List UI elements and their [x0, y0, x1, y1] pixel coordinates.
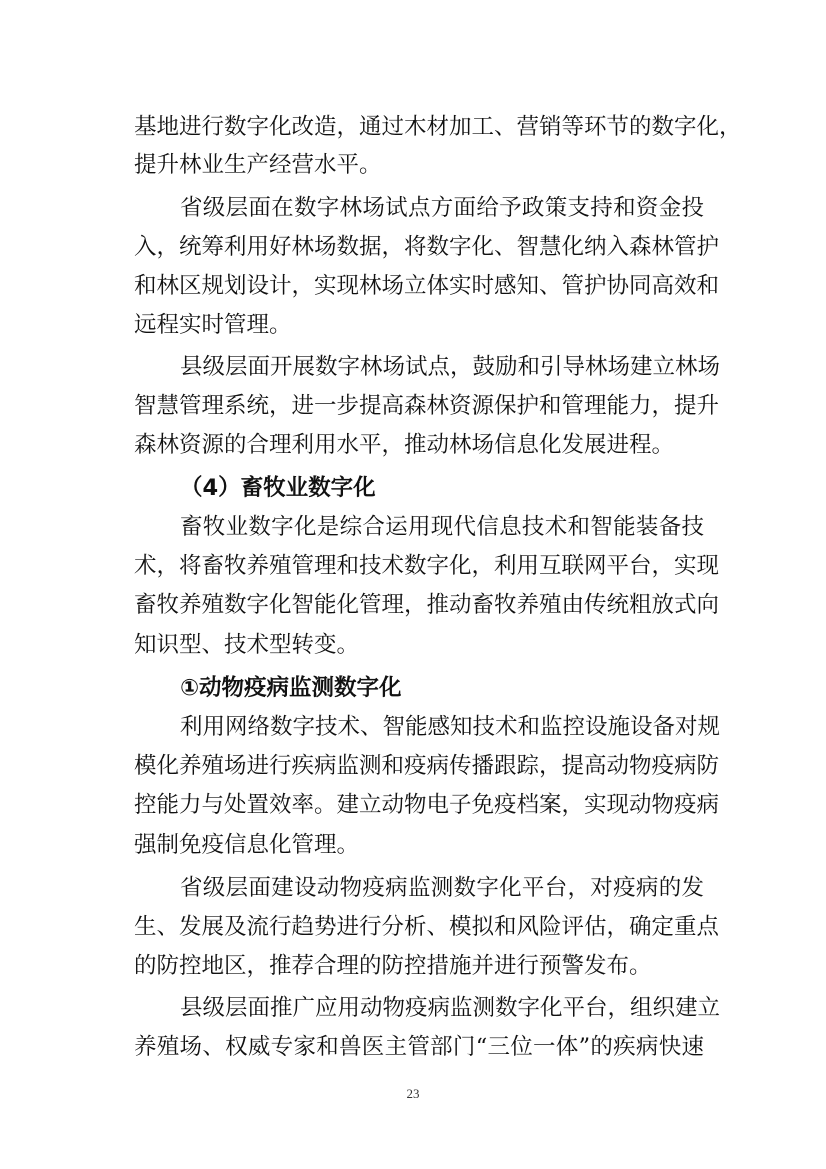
- paragraph-line: 模化养殖场进行疾病监测和疫病传播跟踪，提高动物疫病防: [134, 753, 720, 779]
- paragraph-line: 知识型、技术型转变。: [134, 632, 360, 658]
- paragraph-line: 省级层面建设动物疫病监测数字化平台，对疫病的发: [180, 875, 704, 901]
- paragraph-line: 畜牧养殖数字化智能化管理，推动畜牧养殖由传统粗放式向: [134, 592, 720, 618]
- paragraph-line: 生、发展及流行趋势进行分析、模拟和风险评估，确定重点: [134, 914, 720, 940]
- paragraph-line: 基地进行数字化改造，通过木材加工、营销等环节的数字化，: [134, 114, 742, 140]
- page-number: 23: [406, 1086, 420, 1101]
- paragraph-line: 术，将畜牧养殖管理和技术数字化，利用互联网平台，实现: [134, 553, 720, 579]
- paragraph-line: 畜牧业数字化是综合运用现代信息技术和智能装备技: [180, 514, 704, 540]
- paragraph-line: 森林资源的合理利用水平，推动林场信息化发展进程。: [134, 432, 675, 458]
- paragraph-line: 利用网络数字技术、智能感知技术和监控设施设备对规: [180, 714, 721, 740]
- paragraph-line: 的防控地区，推荐合理的防控措施并进行预警发布。: [134, 953, 652, 979]
- subsection-heading: ①动物疫病监测数字化: [180, 675, 402, 701]
- paragraph-line: 入，统筹利用好林场数据，将数字化、智慧化纳入森林管护: [134, 234, 720, 260]
- paragraph-line: 远程实时管理。: [134, 312, 292, 338]
- paragraph-line: 省级层面在数字林场试点方面给予政策支持和资金投: [180, 195, 704, 221]
- section-heading: （4）畜牧业数字化: [180, 475, 376, 501]
- paragraph-line: 养殖场、权威专家和兽医主管部门“三位一体”的疾病快速: [134, 1034, 704, 1060]
- paragraph-line: 和林区规划设计，实现林场立体实时感知、管护协同高效和: [134, 273, 720, 299]
- paragraph-line: 智慧管理系统，进一步提高森林资源保护和管理能力，提升: [134, 393, 720, 419]
- paragraph-line: 强制免疫信息化管理。: [134, 832, 360, 858]
- paragraph-line: 县级层面开展数字林场试点，鼓励和引导林场建立林场: [180, 354, 721, 380]
- paragraph-line: 提升林业生产经营水平。: [134, 152, 382, 178]
- paragraph-line: 控能力与处置效率。建立动物电子免疫档案，实现动物疫病: [134, 792, 720, 818]
- paragraph-line: 县级层面推广应用动物疫病监测数字化平台，组织建立: [180, 995, 721, 1021]
